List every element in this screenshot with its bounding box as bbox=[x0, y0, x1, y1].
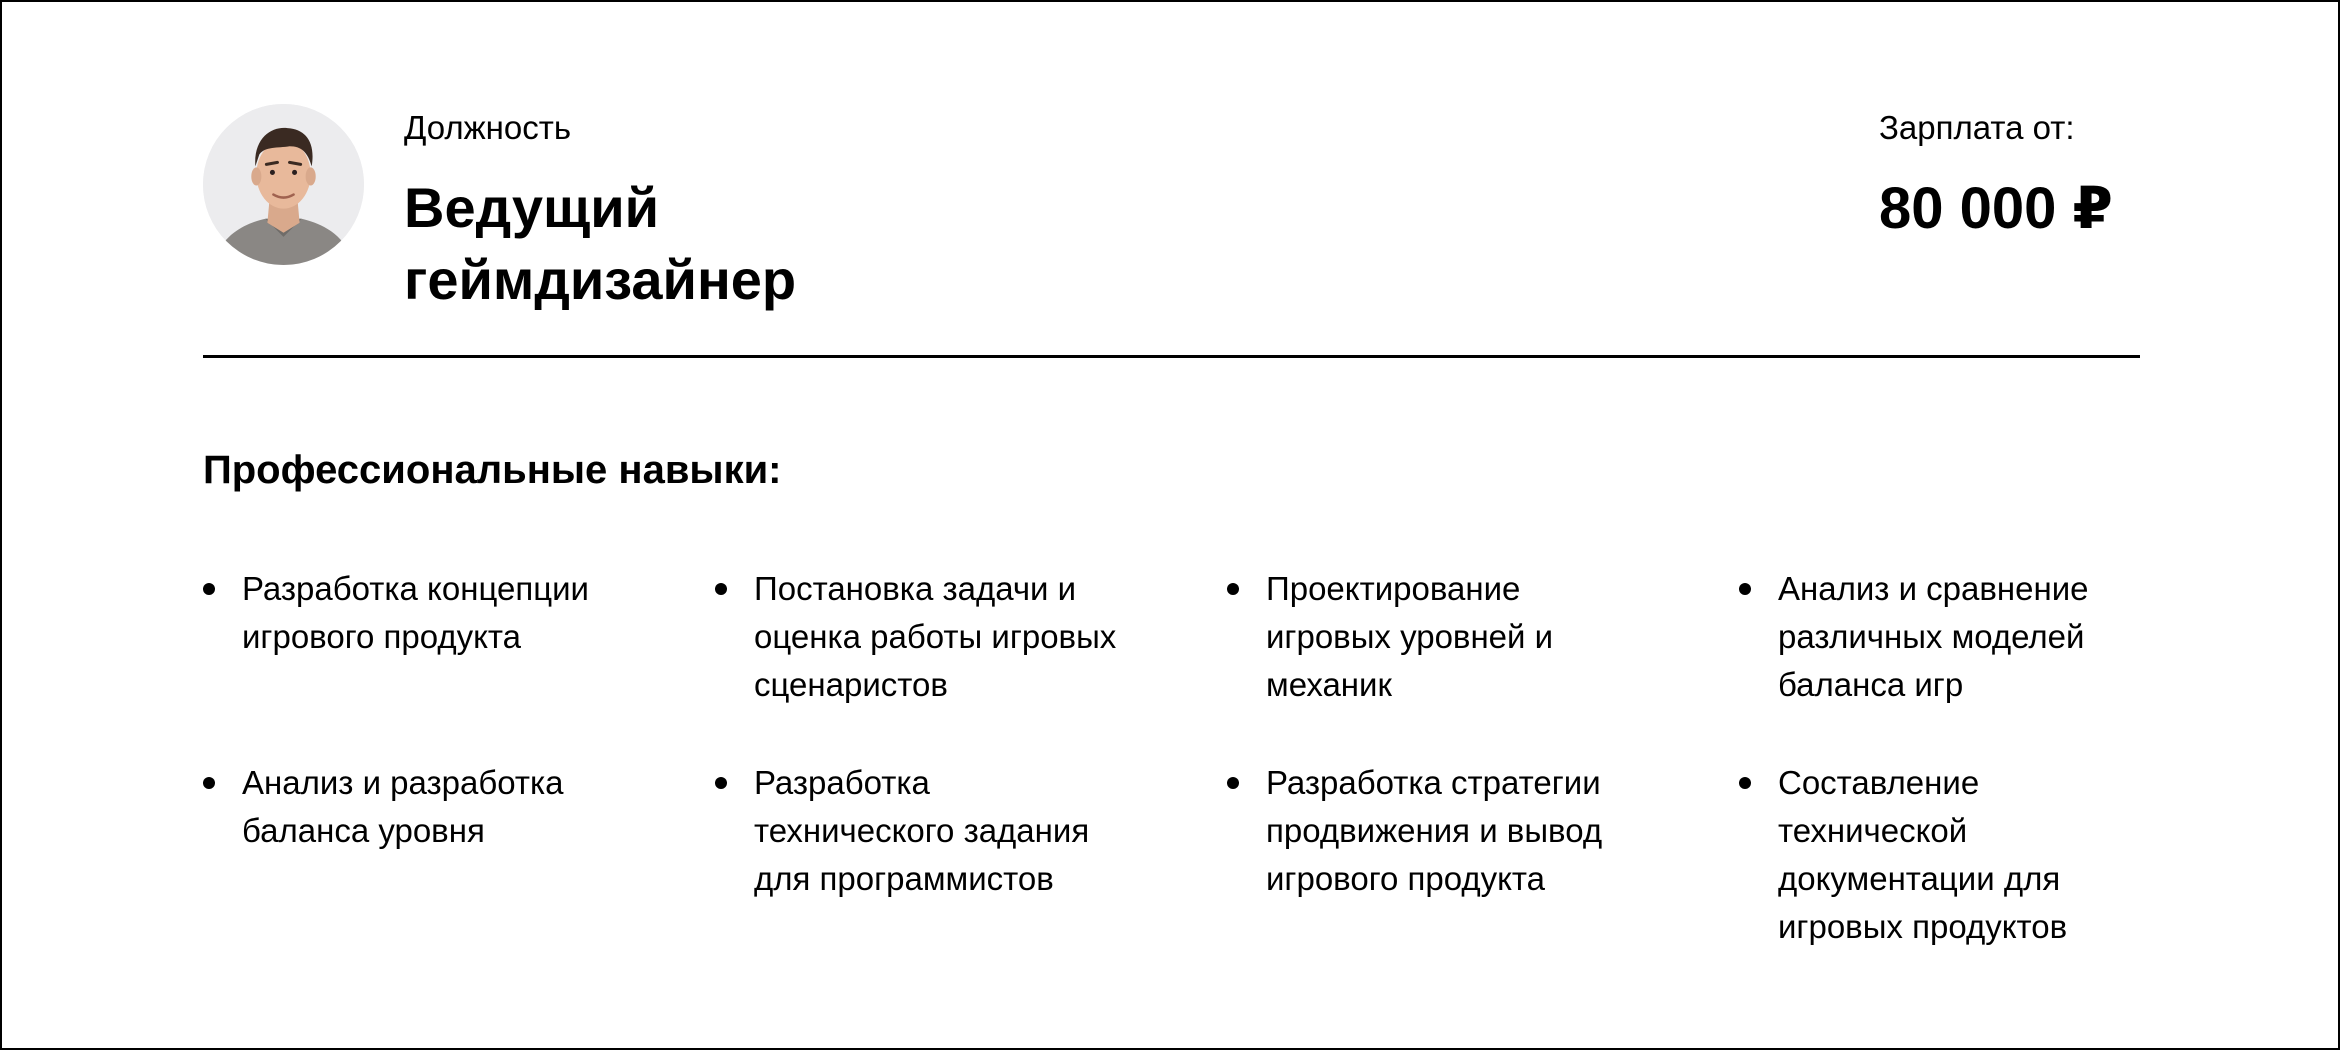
position-title: Ведущий геймдизайнер bbox=[404, 176, 797, 311]
divider bbox=[203, 355, 2140, 358]
skill-text: Проектирование игровых уровней и механик bbox=[1266, 570, 1554, 703]
avatar bbox=[203, 104, 364, 265]
skill-text: Разработка стратегии продвижения и вывод игрового продукта bbox=[1266, 764, 1603, 897]
bullet-icon bbox=[203, 583, 215, 595]
skill-text: Анализ и сравнение различных моделей баланса игр bbox=[1778, 570, 2089, 703]
bullet-icon bbox=[1227, 777, 1239, 789]
skill-text: Разработка технического задания для программистов bbox=[754, 764, 1090, 897]
skill-text: Составление технической документации для игровых продуктов bbox=[1778, 764, 2068, 945]
person-photo-icon bbox=[203, 104, 364, 265]
bullet-icon bbox=[203, 777, 215, 789]
bullet-icon bbox=[1739, 583, 1751, 595]
skill-text: Постановка задачи и оценка работы игровых сценаристов bbox=[754, 570, 1117, 703]
bullet-icon bbox=[1739, 777, 1751, 789]
position-label: Должность bbox=[404, 109, 572, 146]
salary-label: Зарплата от: bbox=[1879, 109, 2075, 146]
skill-text: Разработка концепции игрового продукта bbox=[242, 570, 589, 655]
bullet-icon bbox=[1227, 583, 1239, 595]
bullet-icon bbox=[715, 777, 727, 789]
bullet-icon bbox=[715, 583, 727, 595]
skill-text: Анализ и разработка баланса уровня bbox=[242, 764, 564, 849]
skills-heading: Профессиональные навыки: bbox=[203, 448, 782, 492]
salary-value: 80 000 ₽ bbox=[1879, 176, 2113, 241]
